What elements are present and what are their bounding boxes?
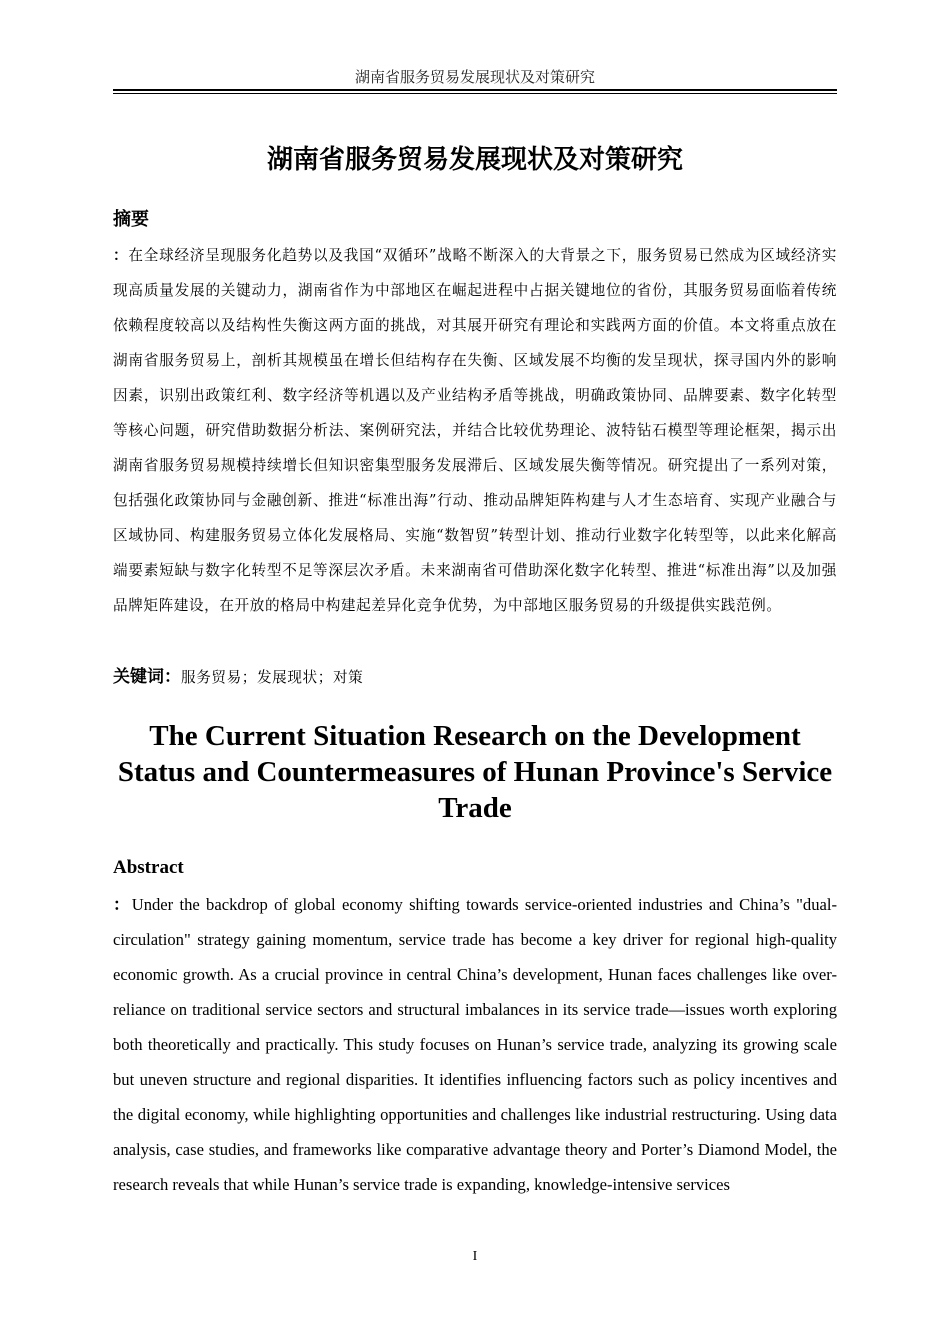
header-rule-thin bbox=[113, 93, 837, 94]
english-title: The Current Situation Research on the Development Status and Countermeasures of Hunan Province's Service Trade bbox=[117, 720, 833, 824]
english-abstract-heading: Abstract bbox=[113, 857, 184, 878]
chinese-abstract-body bbox=[113, 238, 837, 623]
english-abstract-body bbox=[113, 887, 837, 1202]
english-abstract-text: Under the backdrop of global economy shifting towards service-oriented industries and China’s "dual-circulation" strategy gaining momentum, service trade has become a key driver for regional high-quality economic growth. As a crucial province in central China’s development, Hunan faces challenges like over-reliance on traditional service sectors and structural imbalances in its service trade—issues worth exploring both theoretically and practically. This study focuses on Hunan’s service trade, analyzing its growing scale but uneven structure and regional disparities. It identifies influencing factors such as policy incentives and the digital economy, while highlighting opportunities and challenges like industrial restructuring. Using data analysis, case studies, and frameworks like comparative advantage theory and Porter’s Diamond Model, the research reveals that while Hunan’s service trade is expanding, knowledge-intensive services bbox=[113, 895, 837, 1194]
english-abstract-colon: ： bbox=[113, 895, 132, 914]
running-header: 湖南省服务贸易发展现状及对策研究 bbox=[354, 68, 595, 86]
chinese-keywords bbox=[113, 663, 837, 692]
chinese-keywords-text: 服务贸易；发展现状；对策 bbox=[181, 669, 364, 686]
chinese-abstract-colon: ： bbox=[113, 247, 129, 264]
header-rule-thick bbox=[113, 89, 837, 91]
page-number: I bbox=[472, 1249, 478, 1264]
chinese-abstract-heading: 摘要 bbox=[113, 209, 149, 230]
chinese-abstract-text: 在全球经济呈现服务化趋势以及我国“双循环”战略不断深入的大背景之下，服务贸易已然成为区域经济实现高质量发展的关键动力，湖南省作为中部地区在崛起进程中占据关键地位的省份，其服务贸易面临着传统依赖程度较高以及结构性失衡这两方面的挑战，对其展开研究有理论和实践两方面的价值。本文将重点放在湖南省服务贸易上，剖析其规模虽在增长但结构存在失衡、区域发展不均衡的发呈现状，探寻国内外的影响因素，识别出政策红利、数字经济等机遇以及产业结构矛盾等挑战，明确政策协同、品牌要素、数字化转型等核心问题，研究借助数据分析法、案例研究法，并结合比较优势理论、波特钻石模型等理论框架，揭示出湖南省服务贸易规模持续增长但知识密集型服务发展滞后、区域发展失衡等情况。研究提出了一系列对策，包括强化政策协同与金融创新、推进“标准出海”行动、推动品牌矩阵构建与人才生态培育、实现产业融合与区域协同、构建服务贸易立体化发展格局、实施“数智贸”转型计划、推动行业数字化转型等，以此来化解高端要素短缺与数字化转型不足等深层次矛盾。未来湖南省可借助深化数字化转型、推进“标准出海”以及加强品牌矩阵建设，在开放的格局中构建起差异化竞争优势，为中部地区服务贸易的升级提供实践范例。 bbox=[113, 247, 837, 614]
chinese-title: 湖南省服务贸易发展现状及对策研究 bbox=[266, 145, 683, 175]
chinese-keywords-label: 关键词： bbox=[113, 667, 181, 687]
